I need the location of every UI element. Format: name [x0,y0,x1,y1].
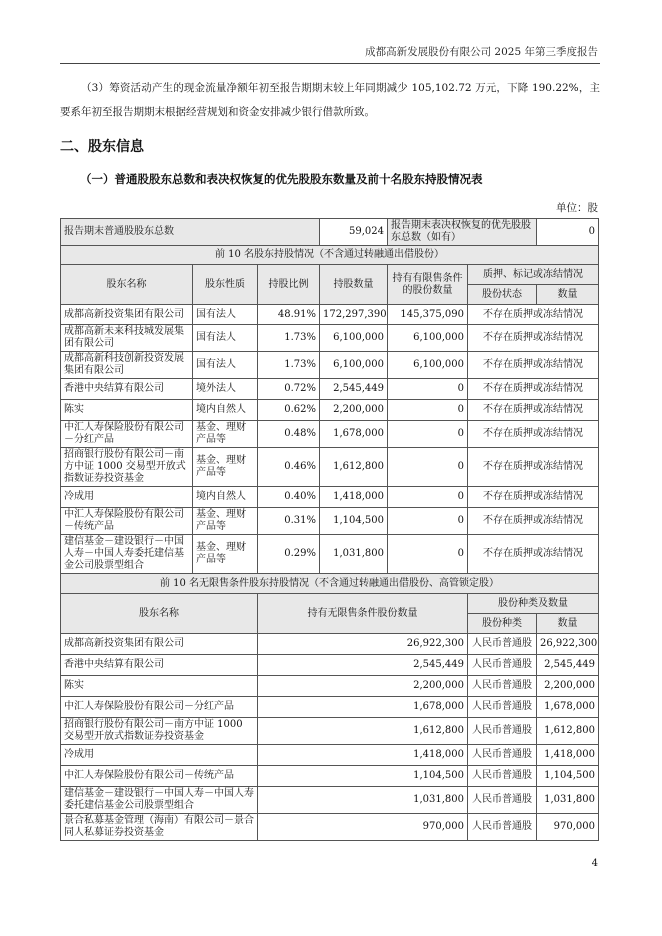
unrestricted-share-count: 1,418,000 [537,745,599,766]
unrestricted-share-count: 2,200,000 [537,676,599,697]
col-header-qty: 持股数量 [320,265,388,305]
unrestricted-holder-qty: 2,200,000 [258,676,468,697]
holder-name: 香港中央结算有限公司 [61,379,193,400]
holder-ratio: 48.91% [258,305,320,325]
unrestricted-header-row [61,594,599,614]
holder-name: 招商银行股份有限公司－南方中证 1000 交易型开放式指数证券投资基金 [61,448,193,487]
holder-ratio: 0.62% [258,400,320,421]
holder-qty: 2,545,449 [320,379,388,400]
holder-pledge-status: 不存在质押或冻结情况 [468,508,599,535]
pref-holders-label: 报告期末表决权恢复的优先股股东总数（如有） [388,219,537,246]
holder-nature: 基金、理财产品等 [193,448,258,487]
table-row [61,535,599,574]
holder-nature: 国有法人 [193,352,258,379]
holder-pledge-status: 不存在质押或冻结情况 [468,535,599,574]
holder-nature: 境外法人 [193,379,258,400]
holder-restricted: 0 [388,379,468,400]
unrestricted-col-type: 股份种类 [468,614,537,634]
holder-nature: 基金、理财产品等 [193,535,258,574]
table-row [61,487,599,508]
holder-restricted: 6,100,000 [388,352,468,379]
unrestricted-holder-qty: 1,678,000 [258,697,468,718]
col-header-name: 股东名称 [61,265,193,305]
unrestricted-col-name: 股东名称 [61,594,258,634]
unrestricted-share-type: 人民币普通股 [468,814,537,841]
col-header-count: 数量 [537,285,599,305]
holder-restricted: 6,100,000 [388,325,468,352]
holder-name: 陈实 [61,400,193,421]
unrestricted-holder-qty: 2,545,449 [258,655,468,676]
unrestricted-holder-qty: 1,104,500 [258,766,468,787]
common-holders-label: 报告期末普通股股东总数 [61,219,320,246]
holder-nature: 国有法人 [193,305,258,325]
summary-row [61,219,599,246]
holder-name: 中汇人寿保险股份有限公司－传统产品 [61,508,193,535]
unrestricted-share-type: 人民币普通股 [468,676,537,697]
col-header-restricted: 持有有限售条件的股份数量 [388,265,468,305]
holder-pledge-status: 不存在质押或冻结情况 [468,325,599,352]
holder-nature: 境内自然人 [193,400,258,421]
holder-qty: 6,100,000 [320,352,388,379]
holder-name: 成都高新投资集团有限公司 [61,305,193,325]
section-title: 二、股东信息 [60,139,144,155]
unrestricted-share-count: 1,104,500 [537,766,599,787]
holder-nature: 基金、理财产品等 [193,508,258,535]
holder-restricted: 0 [388,448,468,487]
holder-ratio: 0.48% [258,421,320,448]
table-row [61,814,599,841]
holder-pledge-status: 不存在质押或冻结情况 [468,352,599,379]
holder-pledge-status: 不存在质押或冻结情况 [468,487,599,508]
unrestricted-share-type: 人民币普通股 [468,745,537,766]
unrestricted-share-type: 人民币普通股 [468,697,537,718]
unrestricted-holder-name: 香港中央结算有限公司 [61,655,258,676]
table-row [61,305,599,325]
holder-pledge-status: 不存在质押或冻结情况 [468,421,599,448]
unrestricted-share-type: 人民币普通股 [468,787,537,814]
unrestricted-col-qty: 持有无限售条件股份数量 [258,594,468,634]
top10-title: 前 10 名股东持股情况（不含通过转融通出借股份） [61,246,599,265]
holder-pledge-status: 不存在质押或冻结情况 [468,379,599,400]
holder-ratio: 0.46% [258,448,320,487]
top10-header-row [61,265,599,285]
table-row [61,745,599,766]
unrestricted-title-row [61,574,599,594]
unrestricted-share-type: 人民币普通股 [468,655,537,676]
holder-qty: 1,678,000 [320,421,388,448]
unrestricted-holder-qty: 26,922,300 [258,634,468,655]
col-header-ratio: 持股比例 [258,265,320,305]
holder-qty: 2,200,000 [320,400,388,421]
holder-name: 冷成用 [61,487,193,508]
holder-nature: 境内自然人 [193,487,258,508]
table-row [61,352,599,379]
holder-restricted: 0 [388,535,468,574]
unrestricted-share-count: 1,678,000 [537,697,599,718]
col-header-nature: 股东性质 [193,265,258,305]
unrestricted-col-count: 数量 [537,614,599,634]
holder-nature: 基金、理财产品等 [193,421,258,448]
unrestricted-holder-name: 陈实 [61,676,258,697]
table-row [61,448,599,487]
table-row [61,787,599,814]
holder-pledge-status: 不存在质押或冻结情况 [468,448,599,487]
subsection-title: （一）普通股股东总数和表决权恢复的优先股股东数量及前十名股东持股情况表 [80,172,483,186]
holder-pledge-status: 不存在质押或冻结情况 [468,400,599,421]
table-row [61,718,599,745]
holder-qty: 6,100,000 [320,325,388,352]
page-number: 4 [591,858,598,869]
holder-restricted: 145,375,090 [388,305,468,325]
holder-qty: 1,104,500 [320,508,388,535]
holder-name: 中汇人寿保险股份有限公司－分红产品 [61,421,193,448]
holder-qty: 172,297,390 [320,305,388,325]
unrestricted-share-count: 26,922,300 [537,634,599,655]
unrestricted-title: 前 10 名无限售条件股东持股情况（不含通过转融通出借股份、高管锁定股） [61,574,599,594]
page-header-title: 成都高新发展股份有限公司 2025 年第三季度报告 [365,46,598,58]
holder-qty: 1,031,800 [320,535,388,574]
unrestricted-share-type: 人民币普通股 [468,634,537,655]
holder-name: 建信基金－建设银行－中国人寿－中国人寿委托建信基金公司股票型组合 [61,535,193,574]
table-row [61,325,599,352]
cash-flow-paragraph: （3）筹资活动产生的现金流量净额年初至报告期期末较上年同期减少 105,102.72 万元，下降 190.22%，主要系年初至报告期期末根据经营规划和资金安排减少银行借款所致。 [60,82,600,118]
top10-title-row [61,246,599,265]
holder-ratio: 0.31% [258,508,320,535]
table-row [61,766,599,787]
unrestricted-col-type-group: 股份种类及数量 [468,594,599,614]
table-row [61,655,599,676]
holder-ratio: 1.73% [258,325,320,352]
unrestricted-holder-qty: 1,031,800 [258,787,468,814]
unrestricted-holder-qty: 1,418,000 [258,745,468,766]
holder-pledge-status: 不存在质押或冻结情况 [468,305,599,325]
table-row [61,379,599,400]
common-holders-value: 59,024 [320,219,388,246]
table-row [61,676,599,697]
unrestricted-share-count: 970,000 [537,814,599,841]
unrestricted-holder-qty: 970,000 [258,814,468,841]
unrestricted-holder-name: 建信基金－建设银行－中国人寿－中国人寿委托建信基金公司股票型组合 [61,787,258,814]
unrestricted-holder-name: 景合私募基金管理（海南）有限公司－景合同人私募证券投资基金 [61,814,258,841]
unrestricted-share-count: 1,031,800 [537,787,599,814]
table-row [61,697,599,718]
holder-ratio: 0.40% [258,487,320,508]
holder-qty: 1,612,800 [320,448,388,487]
holder-nature: 国有法人 [193,325,258,352]
unrestricted-holder-name: 中汇人寿保险股份有限公司－分红产品 [61,697,258,718]
holder-restricted: 0 [388,487,468,508]
holder-restricted: 0 [388,400,468,421]
holder-ratio: 1.73% [258,352,320,379]
unrestricted-holder-name: 中汇人寿保险股份有限公司－传统产品 [61,766,258,787]
holder-name: 成都高新未来科技城发展集团有限公司 [61,325,193,352]
col-header-pledge: 质押、标记或冻结情况 [468,265,599,285]
unrestricted-share-count: 2,545,449 [537,655,599,676]
holder-ratio: 0.29% [258,535,320,574]
header-divider [60,63,600,64]
holder-ratio: 0.72% [258,379,320,400]
holder-qty: 1,418,000 [320,487,388,508]
col-header-status: 股份状态 [468,285,537,305]
shareholder-table [60,218,599,841]
unrestricted-share-type: 人民币普通股 [468,766,537,787]
holder-restricted: 0 [388,508,468,535]
table-row [61,634,599,655]
unrestricted-share-type: 人民币普通股 [468,718,537,745]
unit-label: 单位：股 [556,202,598,214]
pref-holders-value: 0 [537,219,599,246]
table-row [61,421,599,448]
table-row [61,400,599,421]
unrestricted-holder-qty: 1,612,800 [258,718,468,745]
table-row [61,508,599,535]
holder-restricted: 0 [388,421,468,448]
unrestricted-holder-name: 招商银行股份有限公司－南方中证 1000 交易型开放式指数证券投资基金 [61,718,258,745]
unrestricted-holder-name: 成都高新投资集团有限公司 [61,634,258,655]
unrestricted-holder-name: 冷成用 [61,745,258,766]
unrestricted-share-count: 1,612,800 [537,718,599,745]
holder-name: 成都高新科技创新投资发展集团有限公司 [61,352,193,379]
